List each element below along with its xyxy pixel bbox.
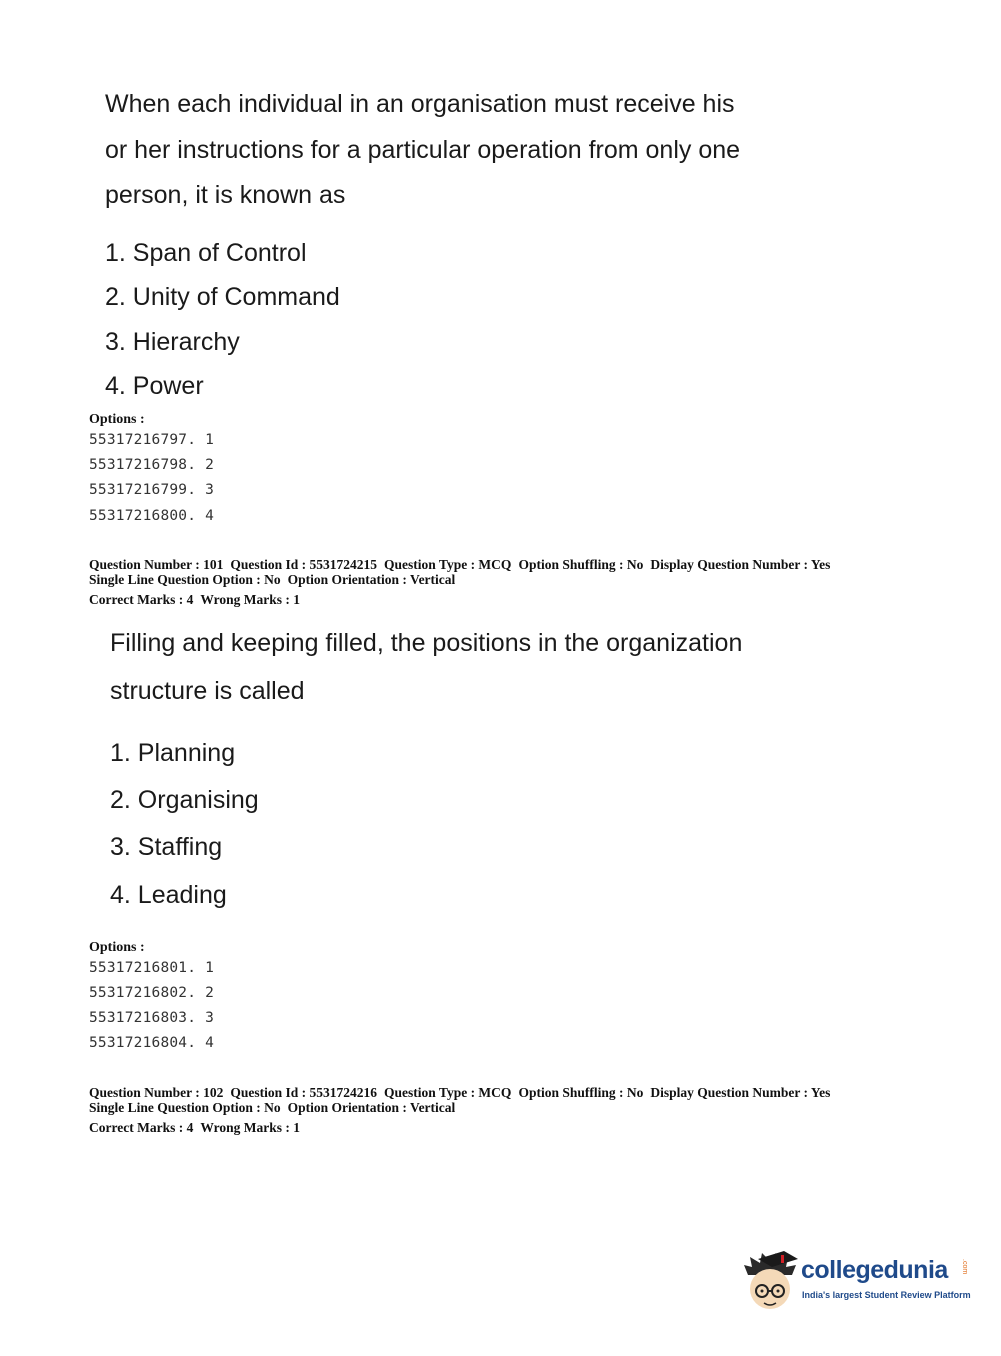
options-label: Options : <box>89 412 145 427</box>
option-id: 55317216799. 3 <box>89 482 215 498</box>
choice-item: 2. Organising <box>110 786 259 814</box>
meta-field: Option Orientation : Vertical <box>287 1100 456 1115</box>
meta-field: Question Type : MCQ <box>384 557 512 572</box>
choice-item: 1. Span of Control <box>105 239 307 267</box>
choice-item: 2. Unity of Command <box>105 283 340 311</box>
choice-item: 3. Hierarchy <box>105 328 240 356</box>
meta-field: Single Line Question Option : No <box>89 572 281 587</box>
logo-name: collegedunia <box>801 1256 948 1284</box>
meta-field: Option Shuffling : No <box>518 557 644 572</box>
option-id: 55317216800. 4 <box>89 508 215 524</box>
choice-item: 1. Planning <box>110 739 236 767</box>
option-id: 55317216804. 4 <box>89 1035 215 1051</box>
meta-field: Wrong Marks : 1 <box>200 592 300 607</box>
meta-field: Question Number : 102 <box>89 1085 224 1100</box>
meta-field: Correct Marks : 4 <box>89 592 194 607</box>
choice-item: 3. Staffing <box>110 833 223 861</box>
question-text-line: structure is called <box>110 677 305 705</box>
option-id: 55317216797. 1 <box>89 432 215 448</box>
question-text-line: person, it is known as <box>105 181 346 209</box>
option-id: 55317216798. 2 <box>89 457 215 473</box>
question-metadata <box>89 557 837 607</box>
meta-field: Wrong Marks : 1 <box>200 1120 300 1135</box>
meta-field: Display Question Number : Yes <box>650 557 831 572</box>
meta-field: Display Question Number : Yes <box>650 1085 831 1100</box>
logo-tagline: India's largest Student Review Platform <box>802 1290 971 1300</box>
question-text-line: or her instructions for a particular operation from only one <box>105 136 741 164</box>
meta-field: Question Type : MCQ <box>384 1085 512 1100</box>
meta-field: Question Number : 101 <box>89 557 224 572</box>
question-text-line: Filling and keeping filled, the positions in the organization <box>110 629 743 657</box>
options-label: Options : <box>89 940 145 955</box>
meta-field: Option Orientation : Vertical <box>287 572 456 587</box>
option-id: 55317216801. 1 <box>89 960 215 976</box>
choice-item: 4. Leading <box>110 881 227 909</box>
mascot-icon <box>740 1247 800 1317</box>
logo-suffix: .com <box>961 1259 968 1275</box>
question-metadata <box>89 1085 837 1135</box>
meta-field: Question Id : 5531724216 <box>230 1085 378 1100</box>
meta-field: Question Id : 5531724215 <box>230 557 378 572</box>
meta-field: Correct Marks : 4 <box>89 1120 194 1135</box>
meta-field: Single Line Question Option : No <box>89 1100 281 1115</box>
option-id: 55317216802. 2 <box>89 985 215 1001</box>
choice-item: 4. Power <box>105 372 204 400</box>
question-text-line: When each individual in an organisation must receive his <box>105 90 735 118</box>
option-id: 55317216803. 3 <box>89 1010 215 1026</box>
collegedunia-logo <box>740 1247 972 1317</box>
meta-field: Option Shuffling : No <box>518 1085 644 1100</box>
